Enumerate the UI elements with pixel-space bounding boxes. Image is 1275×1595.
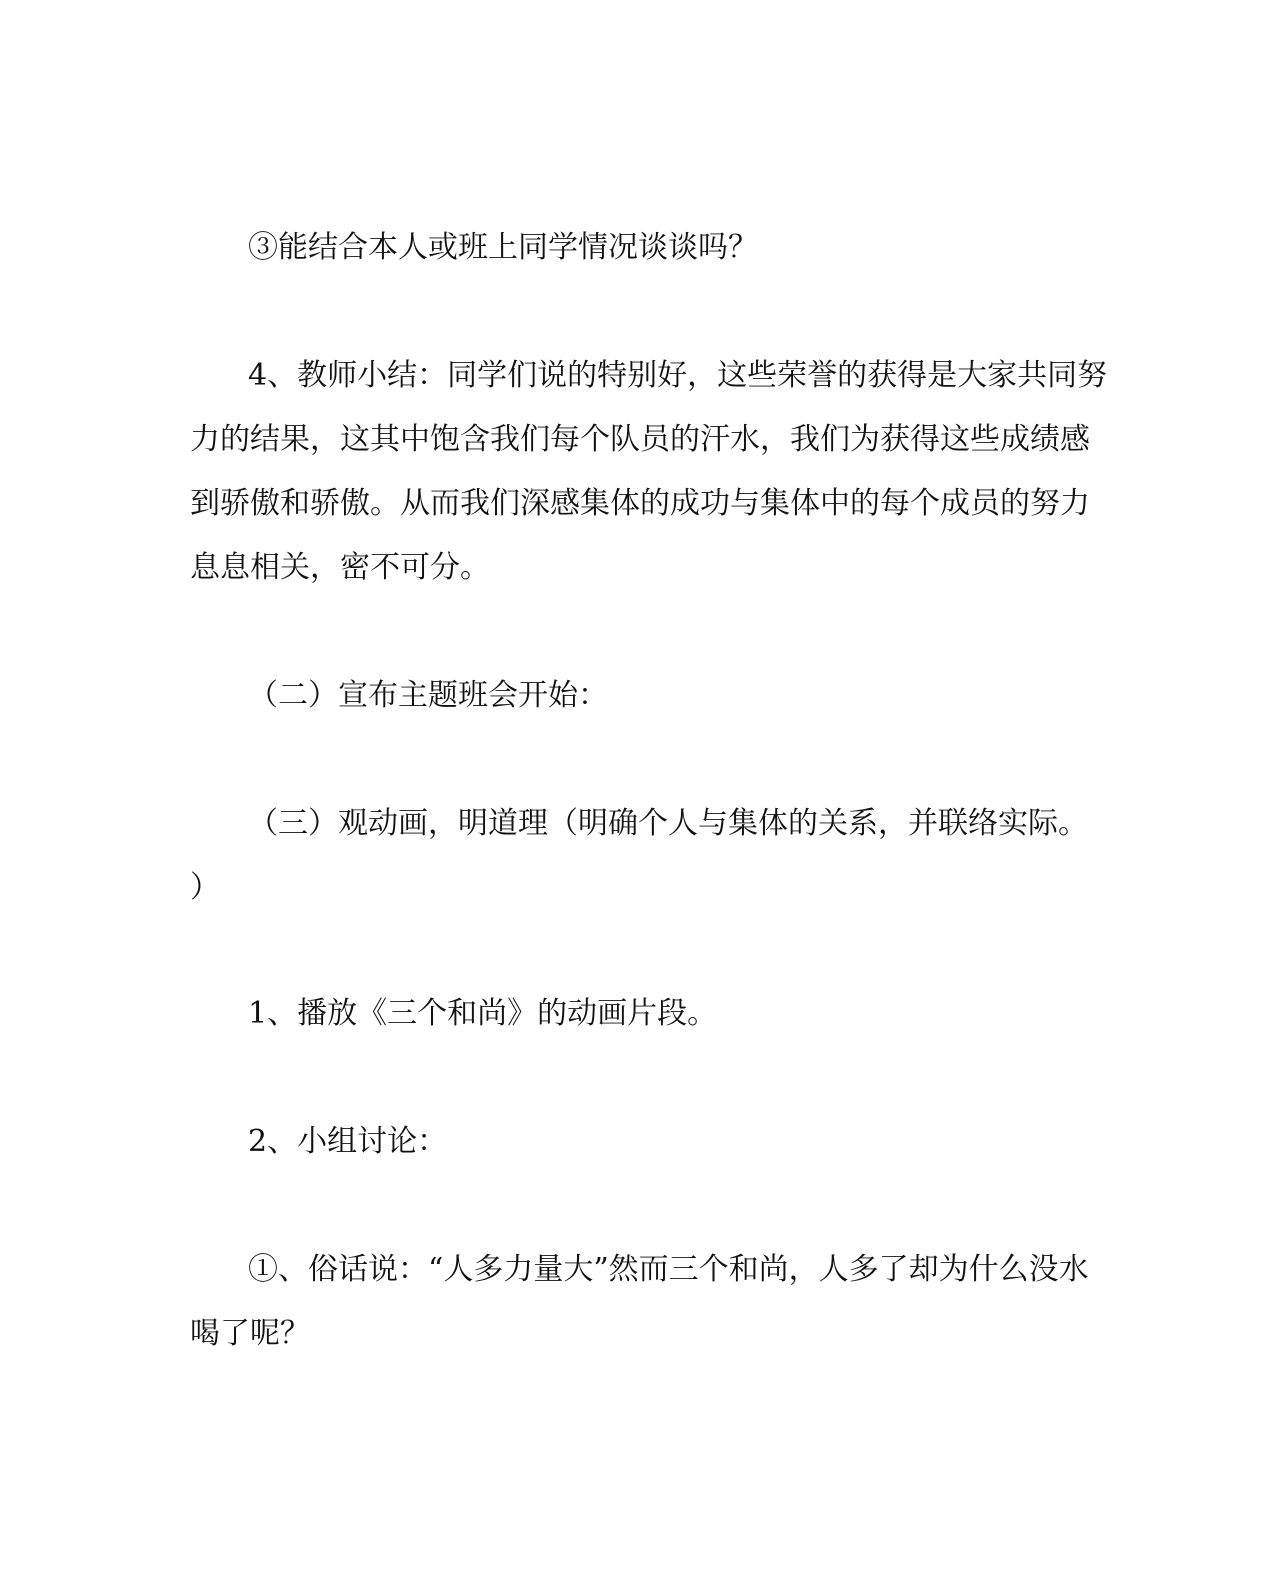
text-line: ） bbox=[190, 870, 220, 905]
text-line: （三）观动画，明道理（明确个人与集体的关系，并联络实际。 bbox=[248, 806, 1088, 841]
text-line: 1、播放《三个和尚》的动画片段。 bbox=[248, 996, 718, 1031]
text-line: 力的结果，这其中饱含我们每个队员的汗水，我们为获得这些成绩感 bbox=[190, 422, 1090, 457]
text-line: （二）宣布主题班会开始： bbox=[248, 678, 608, 713]
paragraph-item-1 bbox=[190, 982, 1070, 1046]
paragraph-item-2 bbox=[190, 1110, 1070, 1174]
paragraph-question-3 bbox=[190, 216, 1070, 280]
paragraph-section-2 bbox=[190, 664, 1070, 728]
text-line: 4、教师小结：同学们说的特别好，这些荣誉的获得是大家共同努 bbox=[248, 358, 1108, 393]
text-line: ①、俗话说：“人多力量大”然而三个和尚，人多了却为什么没水 bbox=[248, 1252, 1089, 1287]
paragraph-discussion-1 bbox=[190, 1238, 1089, 1366]
text-line: 息息相关，密不可分。 bbox=[190, 550, 490, 585]
text-line: 到骄傲和骄傲。从而我们深感集体的成功与集体中的每个成员的努力 bbox=[190, 486, 1090, 521]
paragraph-teacher-summary bbox=[190, 344, 1108, 600]
paragraph-section-3 bbox=[190, 792, 1088, 920]
text-line: 喝了呢？ bbox=[190, 1316, 310, 1351]
text-line: ③能结合本人或班上同学情况谈谈吗？ bbox=[248, 230, 758, 265]
text-line: 2、小组讨论： bbox=[248, 1124, 448, 1159]
